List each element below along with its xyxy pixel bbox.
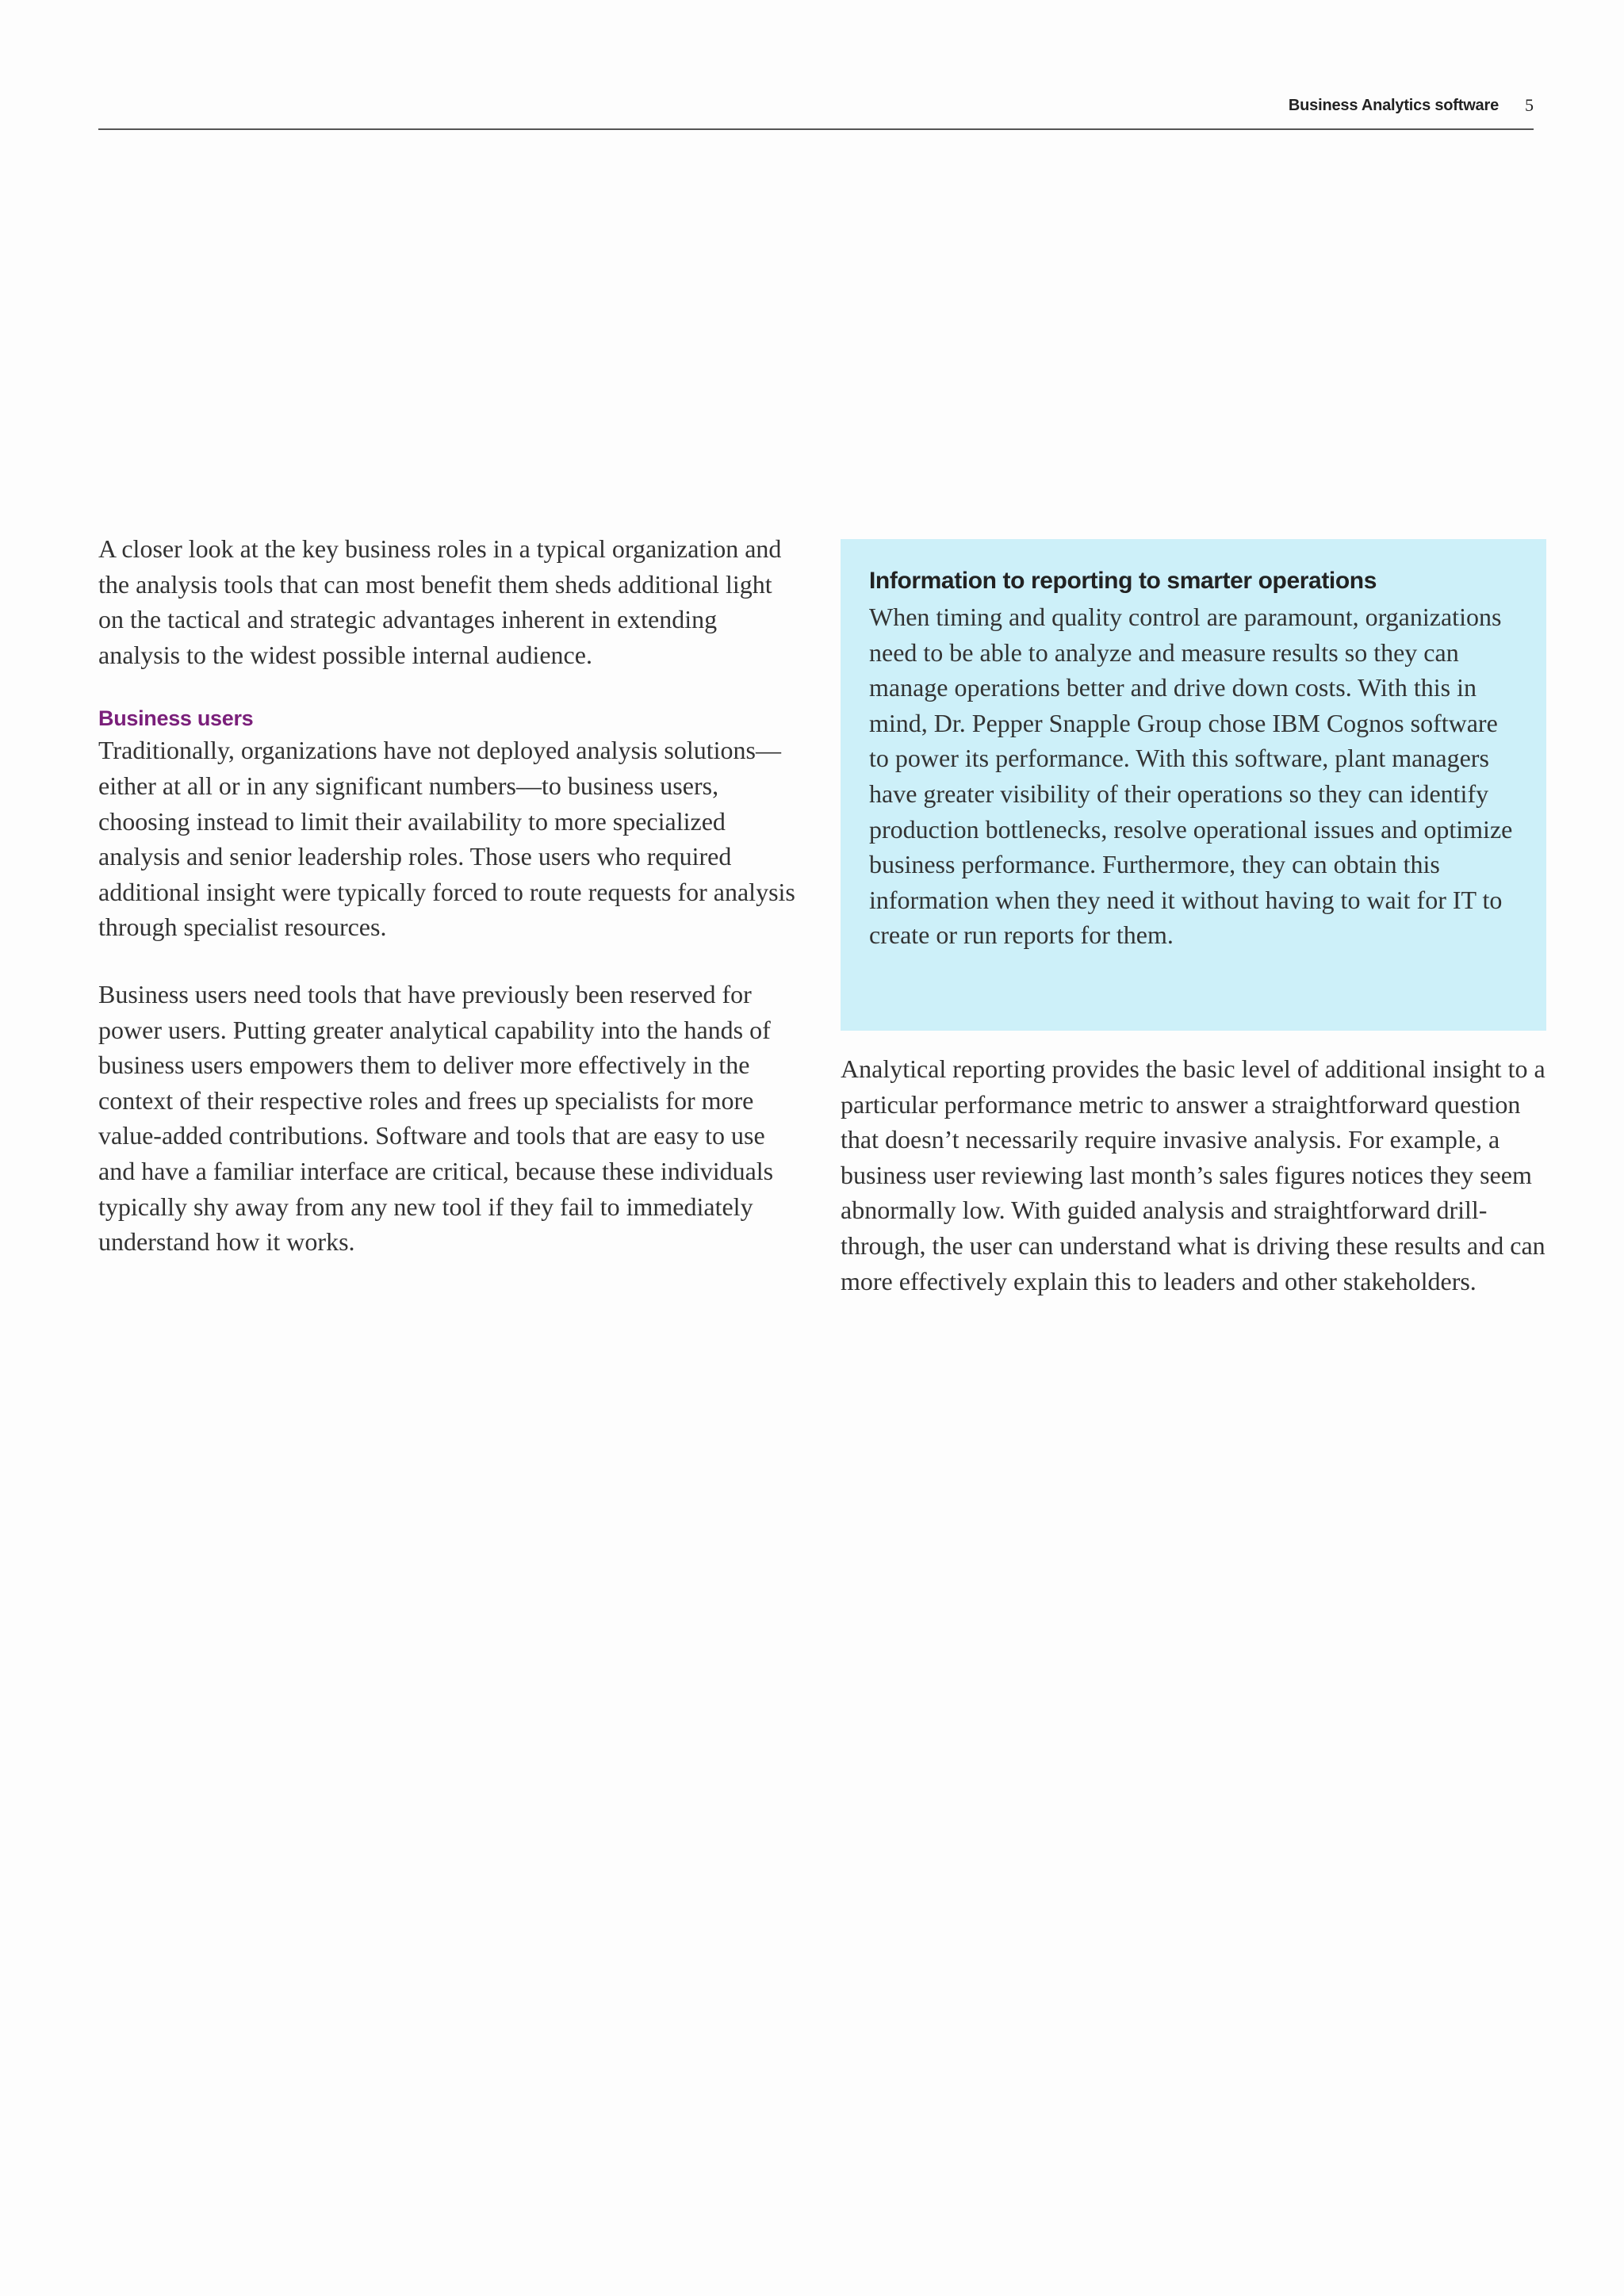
callout-body: When timing and quality control are paramount, organizations need to be able to analyze and measure results so they can manage operations better and drive down costs. With this in mind, Dr. Pepper Snapple Group chose IBM Cognos software to power its performance. With this software, plant managers have greater visibility of their operations so they can identify production bottlenecks, resolve operational issues and optimize business performance. Furthermore, they can obtain this information when they need it without having to wait for IT to create or run reports for them. bbox=[869, 603, 1513, 950]
header-title: Business Analytics software bbox=[1288, 97, 1499, 114]
callout-title: Information to reporting to smarter operations bbox=[869, 568, 1377, 594]
analytical-reporting-paragraph: Analytical reporting provides the basic level of additional insight to a particular performance metric to answer a straightforward question that doesn’t necessarily require invasive analysis. For example, a business user reviewing last month’s sales figures notices they seem abnormally low. With guided analysis and straightforward drill-through, the user can understand what is driving these results and can more effectively explain this to leaders and other stakeholders. bbox=[841, 1054, 1545, 1295]
intro-paragraph: A closer look at the key business roles in a typical organization and the analysis tools that can most benefit them sheds additional light on the tactical and strategic advantages inherent in extending analysis to the widest possible internal audience. bbox=[98, 534, 782, 669]
section-heading-business-users: Business users bbox=[98, 706, 254, 731]
case-study-callout bbox=[841, 539, 1546, 1031]
right-column bbox=[841, 539, 1546, 1299]
page-header bbox=[98, 94, 1534, 130]
business-users-paragraph-1: Traditionally, organizations have not deployed analysis solutions—either at all or in any significant numbers—to business users, choosing instead to limit their availability to more specialized analysis and senior leadership roles. Those users who required additional insight were typically forced to route requests for analysis through specialist resources. bbox=[98, 736, 795, 942]
left-column bbox=[98, 531, 796, 1260]
page-number: 5 bbox=[1525, 95, 1534, 115]
business-users-paragraph-2: Business users need tools that have previously been reserved for power users. Putting greater analytical capability into the hands of business users empowers them to deliver more effectively in the context of their respective roles and frees up specialists for more value-added contributions. Software and tools that are easy to use and have a familiar interface are critical, because these individuals typically shy away from any new tool if they fail to immediately understand how it works. bbox=[98, 979, 774, 1257]
